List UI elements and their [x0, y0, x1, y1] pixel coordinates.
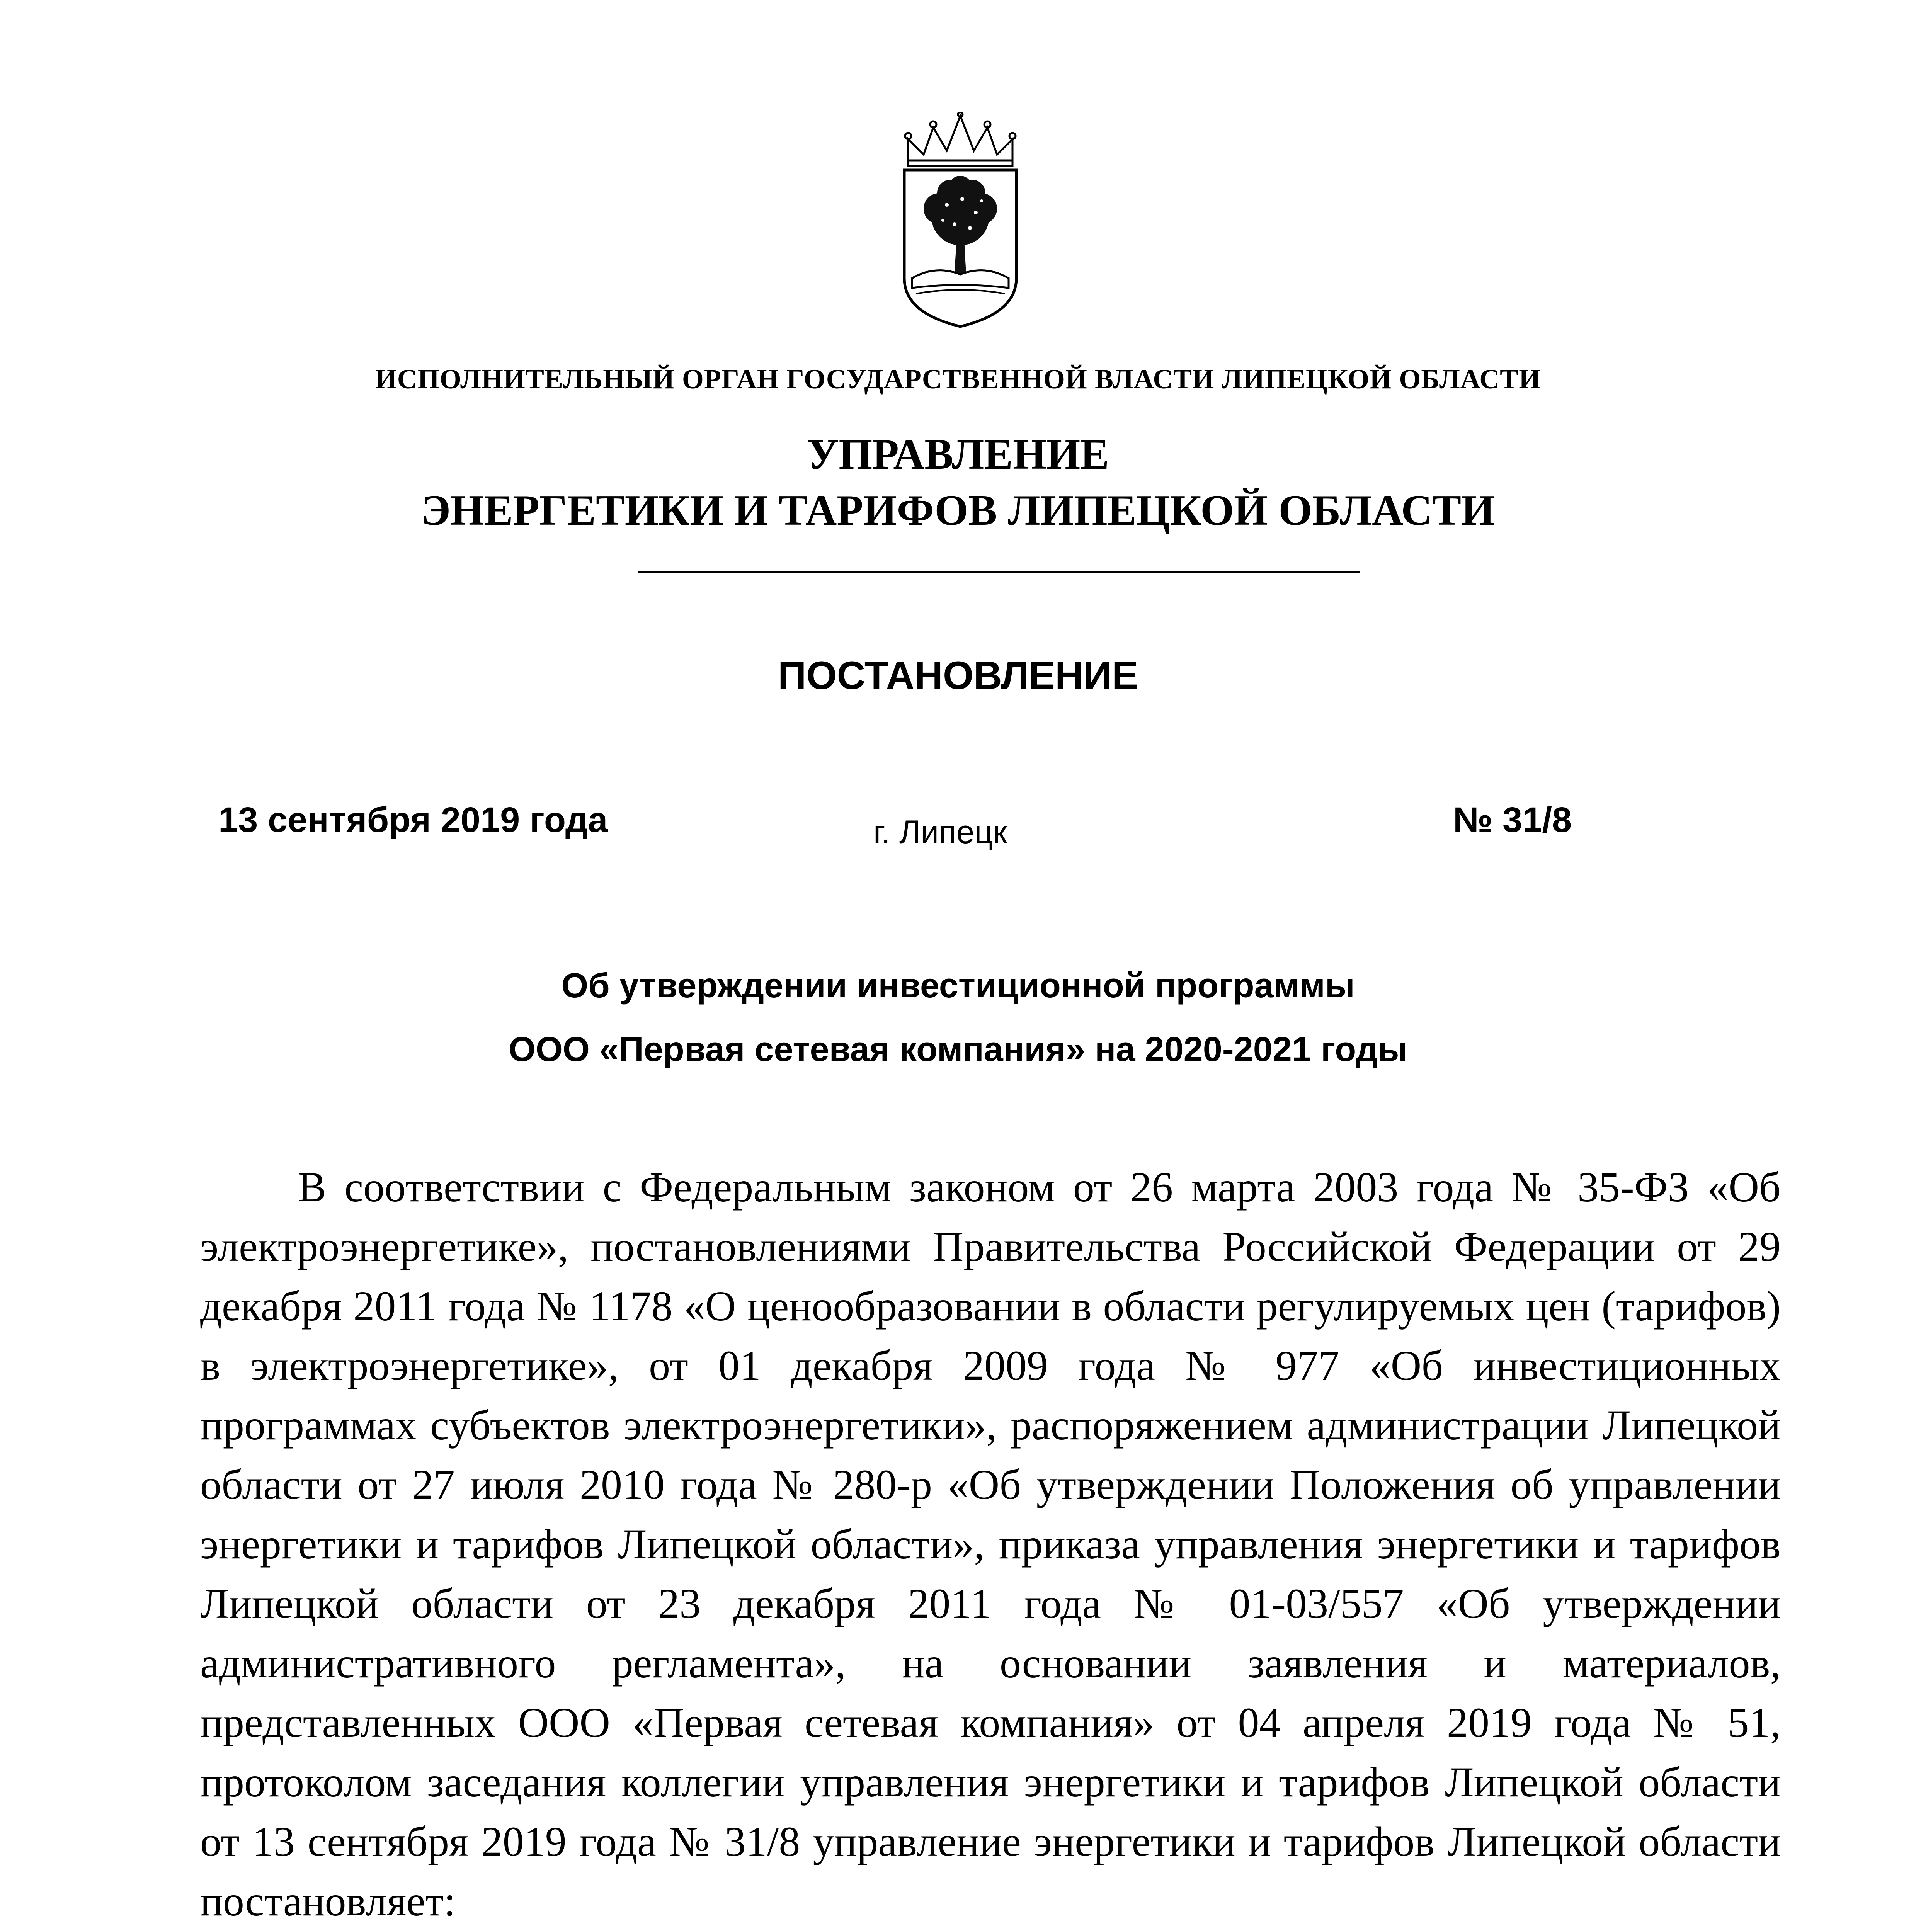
authority-name: ИСПОЛНИТЕЛЬНЫЙ ОРГАН ГОСУДАРСТВЕННОЙ ВЛАСТИ ЛИПЕЦКОЙ ОБЛАСТИ: [375, 364, 1541, 395]
document-number: № 31/8: [1453, 800, 1572, 840]
document-body: [200, 1157, 1781, 1932]
document-date: 13 сентября 2019 года: [218, 800, 608, 840]
document-subject-line1: Об утверждении инвестиционной программы: [561, 966, 1355, 1005]
department-name-line1: УПРАВЛЕНИЕ: [807, 430, 1109, 478]
department-name-line2: ЭНЕРГЕТИКИ И ТАРИФОВ ЛИПЕЦКОЙ ОБЛАСТИ: [421, 486, 1495, 534]
document-type: ПОСТАНОВЛЕНИЕ: [778, 653, 1138, 697]
document-subject-line2: ООО «Первая сетевая компания» на 2020-2021 годы: [508, 1030, 1408, 1069]
body-paragraph: В соответствии с Федеральным законом от 26 марта 2003 года № 35-ФЗ «Об электроэнергетике», постановлениями Правительства Российской Федерации от 29 декабря 2011 года № 1178 «О ценообразовании в области регулируемых цен (тарифов) в электроэнергетике», от 01 декабря 2009 года № 977 «Об инвестиционных программах субъектов электроэнергетики», распоряжением администрации Липецкой области от 27 июля 2010 года № 280-р «Об утверждении Положения об управлении энергетики и тарифов Липецкой области», приказа управления энергетики и тарифов Липецкой области от 23 декабря 2011 года № 01-03/557 «Об утверждении административного регламента», на основании заявления и материалов, представленных ООО «Первая сетевая компания» от 04 апреля 2019 года № 51, протоколом заседания коллегии управления энергетики и тарифов Липецкой области от 13 сентября 2019 года № 31/8 управление энергетики и тарифов Липецкой области постановляет:: [200, 1163, 1781, 1925]
header-divider: [638, 571, 1360, 573]
coat-of-arms-icon: [900, 112, 1020, 328]
document-city: г. Липецк: [873, 814, 1007, 850]
